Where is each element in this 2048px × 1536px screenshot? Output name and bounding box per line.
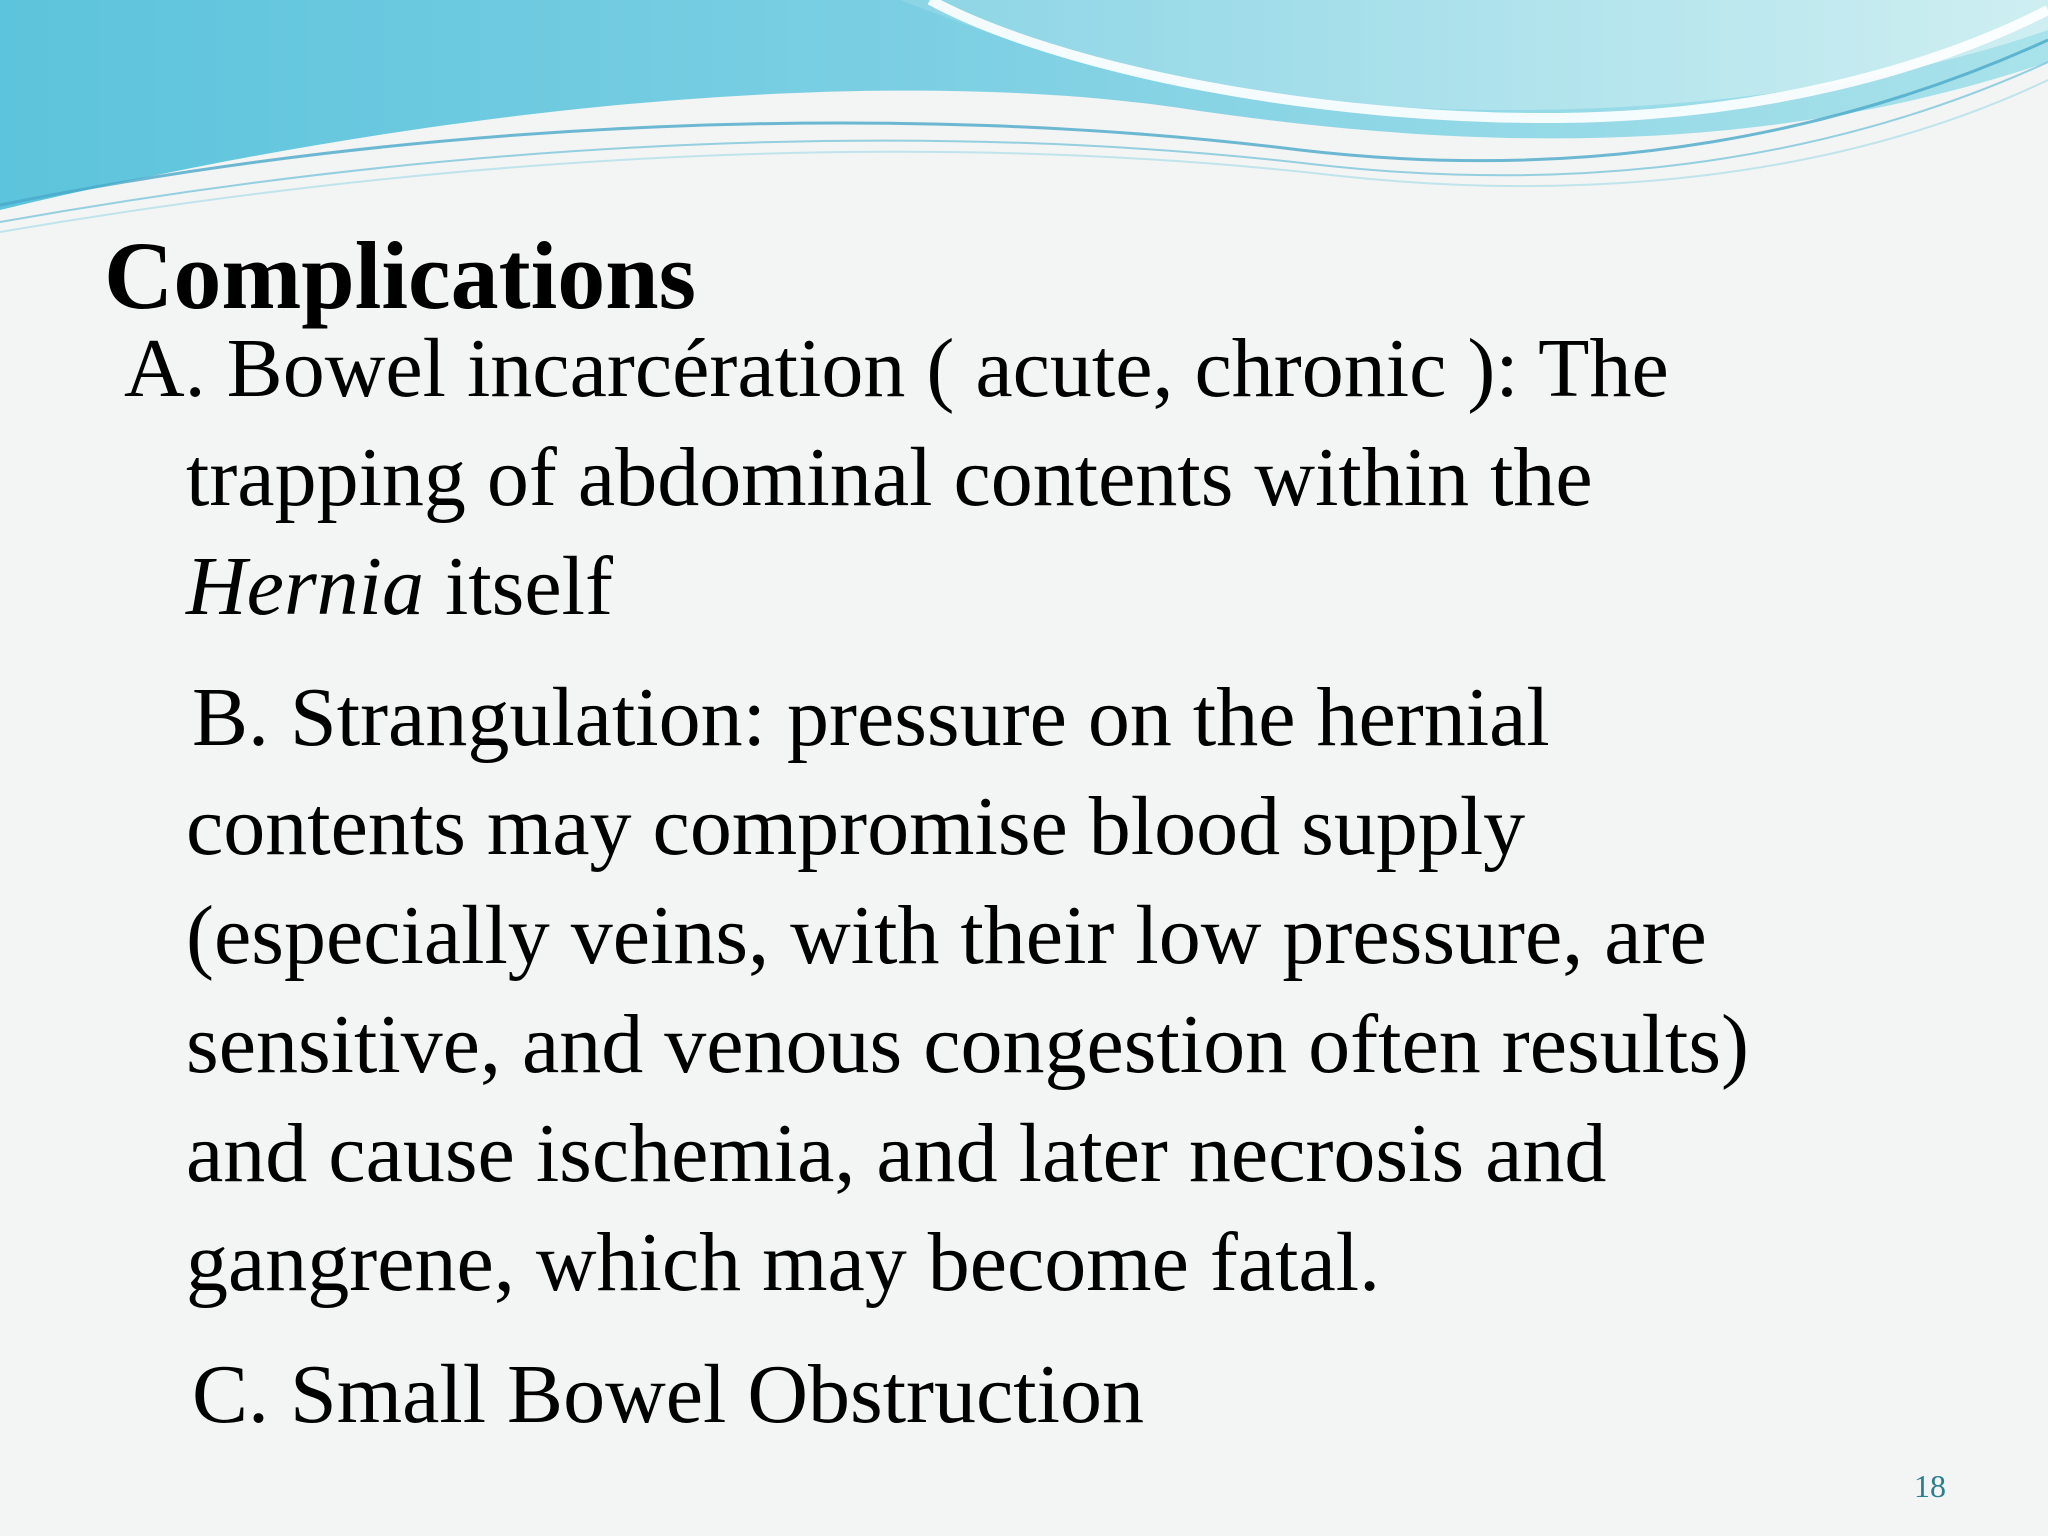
page-number: 18	[1914, 1468, 1946, 1504]
item-b-line-2: contents may compromise blood supply	[186, 780, 1526, 873]
list-item-incarceration	[124, 314, 1924, 641]
item-b-line-4: sensitive, and venous congestion often results)	[186, 998, 1750, 1091]
item-a-line-3	[124, 532, 1924, 641]
slide-title: Complications	[104, 222, 697, 329]
item-b-line-1: B. Strangulation: pressure on the hernial	[192, 671, 1550, 764]
item-b-line-3: (especially veins, with their low pressure, are	[186, 889, 1707, 982]
item-a-line-3-rest: itself	[423, 540, 613, 633]
list-item-strangulation	[124, 663, 1924, 1317]
item-a-line-2: trapping of abdominal contents within the	[186, 431, 1593, 524]
italic-term-hernia: Hernia	[186, 540, 424, 633]
list-item-obstruction	[124, 1340, 1924, 1449]
header-wave-decoration	[0, 0, 2048, 240]
item-c-line-1: C. Small Bowel Obstruction	[192, 1348, 1144, 1441]
item-a-line-1: A. Bowel incarcération ( acute, chronic ): The	[124, 322, 1669, 415]
item-b-line-6: gangrene, which may become fatal.	[186, 1216, 1381, 1309]
item-b-line-5: and cause ischemia, and later necrosis and	[186, 1107, 1607, 1200]
